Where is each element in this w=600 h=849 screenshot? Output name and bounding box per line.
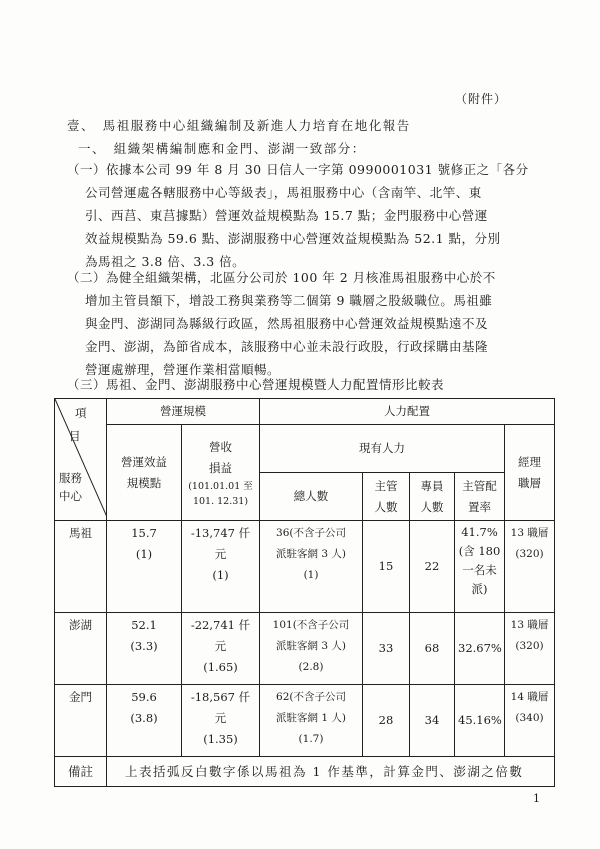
paragraph-line: 引、西莒、東莒據點）營運效益規模點為 15.7 點；金門服務中心營運 <box>85 208 488 223</box>
header-revenue-period: (101.01.01 至 101. 12.31) <box>188 480 253 507</box>
header-total: 總人數 <box>260 473 363 521</box>
report-title: 壹、 馬祖服務中心組織編制及新進人力培育在地化報告 <box>67 118 411 133</box>
paragraph-line: 增加主管員額下，增設工務與業務等二個第 9 職層之股級職位。馬祖雖 <box>85 293 493 308</box>
header-revenue-label: 營收 損益 <box>209 439 232 475</box>
section-heading: 一、 組織架構編制應和金門、澎湖一致部分： <box>78 141 366 156</box>
table-row <box>55 685 555 757</box>
comparison-table <box>54 398 555 787</box>
paragraph-line: 公司營運處各轄服務中心等級表」，馬祖服務中心（含南竿、北竿、東 <box>85 185 482 200</box>
table-corner-header <box>55 399 107 521</box>
paragraph-line: （一）依據本公司 99 年 8 月 30 日信人一字第 0990001031 號修正之「各分 <box>67 162 529 177</box>
paragraph-line: 效益規模點為 59.6 點、澎湖服務中心營運效益規模點為 52.1 點，分別 <box>85 231 501 246</box>
cell-ratio: 41.7% (含 180 一名未 派) <box>455 521 505 613</box>
cell-supervisors: 28 <box>363 685 410 757</box>
header-manager-level: 經理 職層 <box>505 425 555 521</box>
paragraph-line: 與金門、澎湖同為縣級行政區，然馬祖服務中心營運效益規模點遠不及 <box>85 316 489 331</box>
cell-ratio: 32.67% <box>455 613 505 685</box>
cell-total: 36(不含子公司 派駐客網 3 人) (1) <box>260 521 363 613</box>
cell-revenue: -13,747 仟 元 (1) <box>182 521 260 613</box>
group-header-hr: 人力配置 <box>260 399 555 425</box>
note-label: 備註 <box>55 757 107 787</box>
cell-points: 52.1 (3.3) <box>107 613 182 685</box>
group-header-operations: 營運規模 <box>107 399 260 425</box>
cell-total: 101(不含子公司 派駐客網 3 人) (2.8) <box>260 613 363 685</box>
cell-staff: 22 <box>410 521 455 613</box>
table-row <box>55 613 555 685</box>
cell-center: 馬祖 <box>55 521 107 613</box>
cell-level: 14 職層 (340) <box>505 685 555 757</box>
header-existing-staff: 現有人力 <box>260 425 505 473</box>
cell-revenue: -22,741 仟 元 (1.65) <box>182 613 260 685</box>
table-caption: （三）馬祖、金門、澎湖服務中心營運規模暨人力配置情形比較表 <box>67 377 445 392</box>
cell-supervisors: 15 <box>363 521 410 613</box>
header-revenue <box>182 425 260 521</box>
attachment-label: （附件） <box>455 92 508 106</box>
cell-center: 金門 <box>55 685 107 757</box>
page-number: 1 <box>533 792 540 805</box>
cell-supervisors: 33 <box>363 613 410 685</box>
header-supervisors: 主管 人數 <box>363 473 410 521</box>
cell-points: 59.6 (3.8) <box>107 685 182 757</box>
cell-level: 13 職層 (320) <box>505 521 555 613</box>
paragraph-line: （二）為健全組織架構，北區分公司於 100 年 2 月核准馬祖服務中心於不 <box>67 270 496 285</box>
paragraph-line: 營運處辦理，營運作業相當順暢。 <box>85 362 281 377</box>
header-staff: 專員 人數 <box>410 473 455 521</box>
table-row <box>55 521 555 613</box>
header-ratio: 主管配 置率 <box>455 473 505 521</box>
cell-staff: 68 <box>410 613 455 685</box>
corner-item-label: 項 <box>75 406 87 420</box>
paragraph-1 <box>67 158 555 273</box>
header-points: 營運效益 規模點 <box>107 425 182 521</box>
cell-points: 15.7 (1) <box>107 521 182 613</box>
paragraph-line: 為馬祖之 3.8 倍、3.3 倍。 <box>85 254 246 269</box>
paragraph-line: 金門、澎湖，為節省成本，該服務中心並未設行政股，行政採購由基隆 <box>85 339 489 354</box>
corner-eye-label: 目 <box>69 429 81 443</box>
cell-level: 13 職層 (320) <box>505 613 555 685</box>
cell-total: 62(不含子公司 派駐客網 1 人) (1.7) <box>260 685 363 757</box>
cell-revenue: -18,567 仟 元 (1.35) <box>182 685 260 757</box>
corner-center-label: 服務 中心 <box>59 471 82 503</box>
note-text: 上表括弧反白數字係以馬祖為 1 作基準，計算金門、澎湖之倍數 <box>107 757 555 787</box>
cell-ratio: 45.16% <box>455 685 505 757</box>
cell-staff: 34 <box>410 685 455 757</box>
cell-center: 澎湖 <box>55 613 107 685</box>
paragraph-2 <box>67 266 555 381</box>
